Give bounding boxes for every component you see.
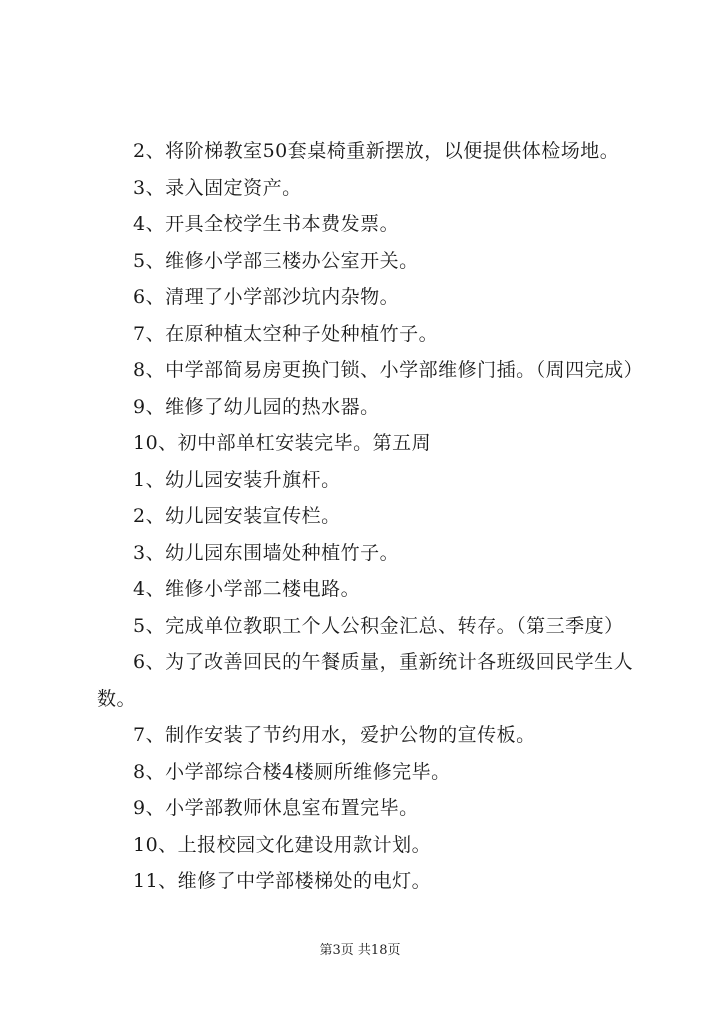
list-item: 5、维修小学部三楼办公室开关。 xyxy=(133,249,419,272)
list-item: 3、幼儿园东围墙处种植竹子。 xyxy=(133,541,400,564)
list-item: 8、中学部简易房更换门锁、小学部维修门插。（周四完成） xyxy=(133,359,644,381)
list-item: 9、维修了幼儿园的热水器。 xyxy=(133,395,380,418)
list-item: 2、幼儿园安装宣传栏。 xyxy=(133,505,341,527)
list-item: 10、初中部单杠安装完毕。第五周 xyxy=(133,432,432,454)
list-item: 6、清理了小学部沙坑内杂物。 xyxy=(133,286,400,308)
list-item: 1、幼儿园安装升旗杆。 xyxy=(133,468,341,491)
list-item-continuation: 数。 xyxy=(97,687,137,710)
list-item: 7、制作安装了节约用水，爱护公物的宣传板。 xyxy=(133,724,536,746)
list-item: 2、将阶梯教室50套桌椅重新摆放，以便提供体检场地。 xyxy=(133,140,620,162)
list-item: 4、维修小学部二楼电路。 xyxy=(133,578,361,600)
list-item: 5、完成单位教职工个人公积金汇总、转存。（第三季度） xyxy=(133,614,624,637)
list-item: 4、开具全校学生书本费发票。 xyxy=(133,213,400,235)
list-item: 3、录入固定资产。 xyxy=(133,176,302,199)
document-body xyxy=(97,133,642,900)
list-item: 7、在原种植太空种子处种植竹子。 xyxy=(133,322,439,345)
list-item: 11、维修了中学部楼梯处的电灯。 xyxy=(133,870,432,892)
page-footer: 第3页 共18页 xyxy=(319,943,401,958)
list-item: 9、小学部教师休息室布置完毕。 xyxy=(133,797,419,819)
list-item: 8、小学部综合楼4楼厕所维修完毕。 xyxy=(133,760,451,783)
list-item: 10、上报校园文化建设用款计划。 xyxy=(133,833,432,856)
list-item: 6、为了改善回民的午餐质量，重新统计各班级回民学生人 xyxy=(133,651,634,673)
